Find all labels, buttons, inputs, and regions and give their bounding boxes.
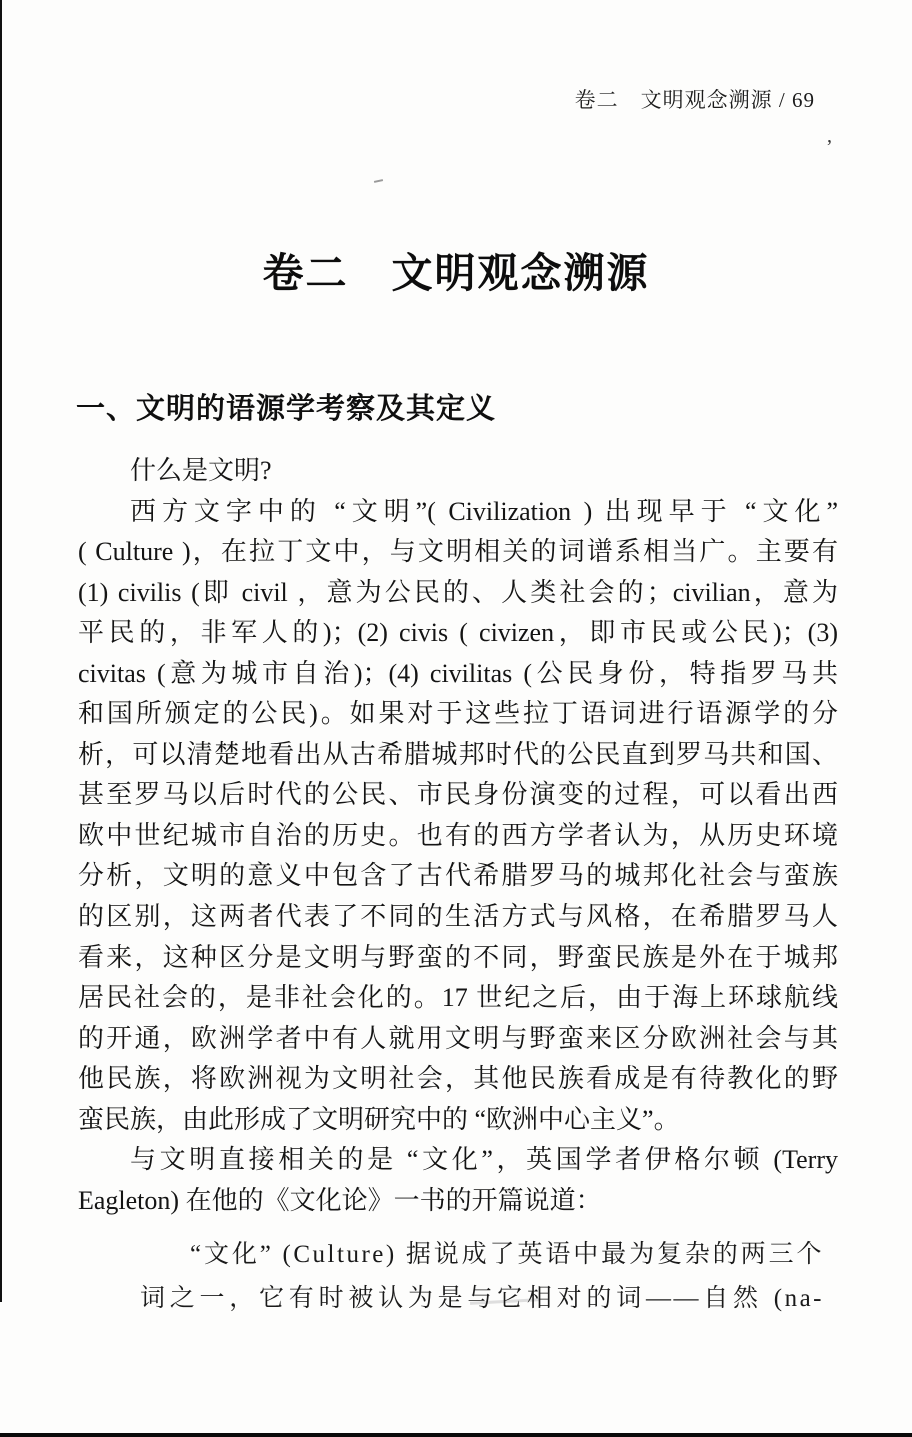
body-line: 的区别，这两者代表了不同的生活方式与风格，在希腊罗马人 <box>78 902 838 932</box>
body-line: 与文明直接相关的是 “文化”，英国学者伊格尔顿 (Terry <box>130 1145 838 1175</box>
scan-edge-left <box>0 0 2 1302</box>
body-line: 的开通，欧洲学者中有人就用文明与野蛮来区分欧洲社会与其 <box>78 1023 838 1053</box>
section-heading: 一、文明的语源学考察及其定义 <box>76 393 497 425</box>
body-line: civitas (意为城市自治)；(4) civilitas (公民身份，特指罗马共 <box>78 658 838 688</box>
body-line: 蛮民族，由此形成了文明研究中的 “欧洲中心主义”。 <box>78 1104 680 1134</box>
body-line: 看来，这种区分是文明与野蛮的不同，野蛮民族是外在于城邦 <box>78 942 838 972</box>
body-line: 析，可以清楚地看出从古希腊城邦时代的公民直到罗马共和国、 <box>78 739 838 769</box>
scan-edge-bottom <box>0 1433 912 1437</box>
body-line: 和国所颁定的公民)。如果对于这些拉丁语词进行语源学的分 <box>78 699 838 729</box>
body-line: 分析，文明的意义中包含了古代希腊罗马的城邦化社会与蛮族 <box>78 861 838 891</box>
quote-block <box>140 1233 824 1321</box>
body-text <box>78 451 838 1321</box>
body-line: 甚至罗马以后时代的公民、市民身份演变的过程，可以看出西 <box>78 780 838 810</box>
body-line: ( Culture )，在拉丁文中，与文明相关的词谱系相当广。主要有 <box>78 537 838 567</box>
body-line: (1) civilis (即 civil ，意为公民的、人类社会的；civilian，意为 <box>78 577 838 607</box>
running-header: 卷二 文明观念溯源 / 69 <box>574 88 815 112</box>
body-line: 西方文字中的 “文明”( Civilization ) 出现早于 “文化” <box>130 496 838 526</box>
scan-speck <box>374 179 383 183</box>
body-line: 什么是文明? <box>130 456 272 485</box>
quote-line: “文化” (Culture) 据说成了英语中最为复杂的两三个 <box>190 1241 824 1269</box>
body-line: 居民社会的，是非社会化的。17 世纪之后，由于海上环球航线 <box>78 983 838 1013</box>
body-line: 平民的，非军人的)；(2) civis ( civizen，即市民或公民)；(3) <box>78 618 838 648</box>
body-line: 欧中世纪城市自治的历史。也有的西方学者认为，从历史环境 <box>78 820 838 850</box>
scan-speck: ’ <box>826 136 833 158</box>
body-line: 他民族，将欧洲视为文明社会，其他民族看成是有待教化的野 <box>78 1064 838 1094</box>
chapter-title: 卷二 文明观念溯源 <box>262 250 650 296</box>
body-line: Eagleton) 在他的《文化论》一书的开篇说道： <box>78 1185 602 1215</box>
quote-line: 词之一，它有时被认为是与它相对的词——自然 (na- <box>140 1285 824 1313</box>
